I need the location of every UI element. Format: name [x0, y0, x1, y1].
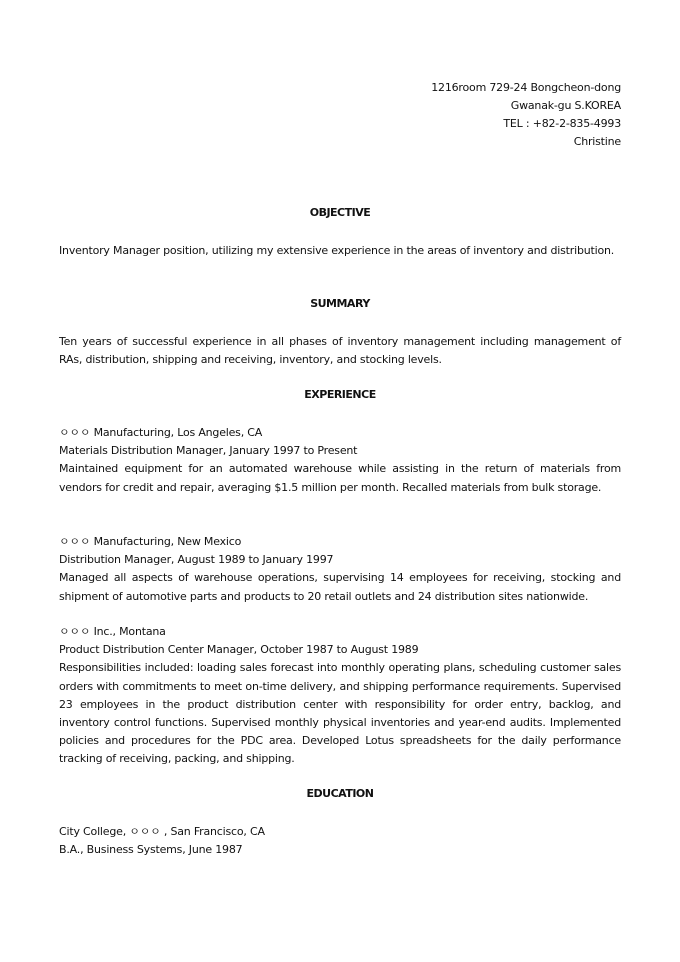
job-company: ㅇㅇㅇ Manufacturing, New Mexico [59, 535, 242, 548]
objective-heading: OBJECTIVE [309, 206, 371, 219]
job-description: Maintained equipment for an automated warehouse while assisting in the return of materials from vendors for credit and repair, averaging $1.5 million per month. Recalled materials from bulk storage. [59, 462, 621, 494]
applicant-name: Christine [573, 135, 621, 148]
job-position: Materials Distribution Manager, January 1997 to Present [59, 444, 358, 458]
summary-text: Ten years of successful experience in all phases of inventory management including management of RAs, distribution, shipping and receiving, inventory, and stocking levels. [59, 335, 621, 367]
experience-item [59, 424, 621, 497]
phone-line: TEL : +82-2-835-4993 [503, 117, 621, 130]
address-line-2: Gwanak-gu S.KOREA [510, 99, 621, 112]
job-description: Responsibilities included: loading sales forecast into monthly operating plans, scheduling customer sales orders with commitments to meet on-time delivery, and shipping performance requirements. Supervised 23 employees in the product distribution center with responsibility for order entry, backlog, and inventory control functions. Supervised monthly physical inventories and year-end audits. Implemented policies and procedures for the PDC area. Developed Lotus spreadsheets for the daily performance tracking of receiving, packing, and shipping. [59, 661, 621, 766]
job-description: Managed all aspects of warehouse operations, supervising 14 employees for receiving, stocking and shipment of automotive parts and products to 20 retail outlets and 24 distribution sites nationwide. [59, 571, 621, 603]
address-line-1: 1216room 729-24 Bongcheon-dong [431, 81, 621, 94]
education-heading: EDUCATION [306, 787, 374, 800]
experience-item [59, 533, 621, 606]
contact-address-block [431, 79, 621, 151]
education-degree: B.A., Business Systems, June 1987 [59, 843, 243, 857]
job-position: Distribution Manager, August 1989 to January 1997 [59, 553, 334, 567]
objective-text: Inventory Manager position, utilizing my extensive experience in the areas of inventory and distribution. [59, 244, 615, 257]
education-item [59, 823, 621, 859]
job-company: ㅇㅇㅇ Manufacturing, Los Angeles, CA [59, 426, 263, 439]
job-position: Product Distribution Center Manager, October 1987 to August 1989 [59, 643, 419, 657]
summary-heading: SUMMARY [310, 297, 370, 310]
education-school: City College, ㅇㅇㅇ , San Francisco, CA [59, 825, 265, 838]
experience-heading: EXPERIENCE [304, 388, 376, 401]
job-company: ㅇㅇㅇ Inc., Montana [59, 625, 166, 638]
experience-item [59, 623, 621, 769]
